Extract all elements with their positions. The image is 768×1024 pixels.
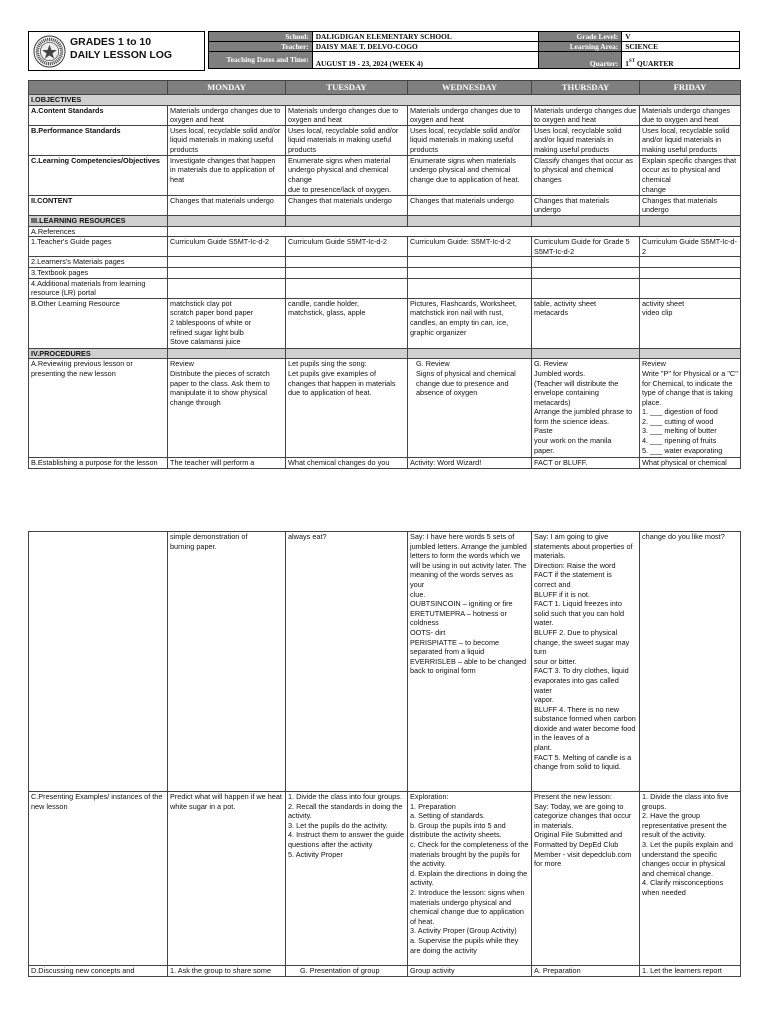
resources-row bbox=[29, 215, 741, 226]
cell-thu: Uses local, recyclable solid and/or liquid materials in making useful products bbox=[532, 125, 640, 155]
section-objectives: I.OBJECTIVES bbox=[29, 95, 741, 106]
school-value: DALIGDIGAN ELEMENTARY SCHOOL bbox=[312, 32, 539, 42]
cell-wed: Exploration: 1. Preparation a. Setting of standards. b. Group the pupils into 5 and distribute the activity sheets. c. Check for the completeness of the materials brought by the pupils for the activity. d. Explain the directions in doing the activity. 2. Introduce the lesson: signs when materials undergo physical and chemical change due to application of heat. 3. Activity Proper (Group Activity) a. Supervise the pupils while they are doing the activity bbox=[408, 792, 532, 966]
cell-fri: 1. Let the learners report bbox=[640, 966, 741, 977]
cell-wed: Changes that materials undergo bbox=[408, 195, 532, 215]
row-label: C.Presenting Examples/ instances of the new lesson bbox=[29, 792, 168, 966]
section-resources: III.LEARNING RESOURCES bbox=[29, 215, 168, 226]
row-label: 1.Teacher's Guide pages bbox=[29, 237, 168, 257]
cell-wed: Curriculum Guide: S5MT-Ic-d-2 bbox=[408, 237, 532, 257]
cell-wed: G. Review Signs of physical and chemical change due to presence and absence of oxygen bbox=[408, 359, 532, 458]
cell-mon: Curriculum Guide S5MT-Ic-d-2 bbox=[168, 237, 286, 257]
row-label: D.Discussing new concepts and bbox=[29, 966, 168, 977]
grades-title: GRADES 1 to 10 bbox=[70, 36, 152, 48]
row-label: II.CONTENT bbox=[29, 195, 168, 215]
teacher-label: Teacher: bbox=[209, 42, 313, 52]
procedures-row bbox=[29, 348, 741, 359]
row-label: B.Performance Standards bbox=[29, 125, 168, 155]
row-label: A.Content Standards bbox=[29, 105, 168, 125]
cell-tue: Enumerate signs when material undergo physical and chemical change due to presence/lack of oxygen. bbox=[286, 155, 408, 195]
purpose-continued-row bbox=[29, 532, 741, 792]
cell-fri: Materials undergo changes due to oxygen and heat bbox=[640, 105, 741, 125]
row-label: B.Other Learning Resource bbox=[29, 298, 168, 348]
day-friday: FRIDAY bbox=[640, 81, 741, 95]
cell-mon: Review Distribute the pieces of scratch paper to the class. Ask them to manipulate it to show physical change through bbox=[168, 359, 286, 458]
row-label: A.References bbox=[29, 226, 168, 237]
objectives-row bbox=[29, 95, 741, 106]
cell-wed: Say: I have here words 5 sets of jumbled letters. Arrange the jumbled letters to form the words which we will be using in out activity later. The meaning of the words serves as your clue. OUBTSINCOIN – igniting or fire ERETUTMEPRA – hotness or coldness OOTS- dirt PERISPIATTE – to become separated from a liquid EVERRISLEB – able to be changed back to original form bbox=[408, 532, 532, 792]
purpose-row bbox=[29, 458, 741, 469]
cell-fri: What physical or chemical bbox=[640, 458, 741, 469]
deped-seal-icon bbox=[33, 35, 66, 68]
cell-fri: Explain specific changes that occur as to physical and chemical change bbox=[640, 155, 741, 195]
day-header-row bbox=[29, 81, 741, 95]
cell-thu: Say: I am going to give statements about properties of materials. Direction: Raise the word FACT if the statement is correct and BLUFF if it is not. FACT 1. Liquid freezes into solid such that you can hold water. BLUFF 2. Due to physical change, the sweet sugar may turn sour or bitter. FACT 3. To dry clothes, liquid evaporates into gas called water vapor. BLUFF 4. There is no new substance formed when carbon dioxide and water become food in the leaves of a plant. FACT 5. Melting of candle is a change from solid to liquid. bbox=[532, 532, 640, 792]
cell-wed: Materials undergo changes due to oxygen and heat bbox=[408, 105, 532, 125]
cell-mon: The teacher will perform a bbox=[168, 458, 286, 469]
quarter-value: 1ST QUARTER bbox=[622, 52, 740, 69]
header bbox=[28, 31, 740, 71]
other-resources-row bbox=[29, 298, 741, 348]
learners-materials-row bbox=[29, 257, 741, 268]
cell-tue: G. Presentation of group bbox=[286, 966, 408, 977]
references-row bbox=[29, 226, 741, 237]
quarter-label: Quarter: bbox=[539, 52, 622, 69]
cell-mon: simple demonstration of burning paper. bbox=[168, 532, 286, 792]
cell-fri: Uses local, recyclable solid and/or liquid materials in making useful products bbox=[640, 125, 741, 155]
cell-mon: Uses local, recyclable solid and/or liquid materials in making useful products bbox=[168, 125, 286, 155]
cell-tue: Let pupils sing the song: Let pupils give examples of changes that happen in materials due to application of heat. bbox=[286, 359, 408, 458]
cell-thu: G. Review Jumbled words. (Teacher will distribute the envelope containing metacards) Arrange the jumbled phrase to form the science ideas. Paste your work on the manila paper. bbox=[532, 359, 640, 458]
cell-thu: A. Preparation bbox=[532, 966, 640, 977]
row-label bbox=[29, 532, 168, 792]
cell-fri: 1. Divide the class into five groups. 2. Have the group representative present the result of the activity. 3. Let the pupils explain and understand the specific changes occur in physical and chemical change. 4. Clarify misconceptions when needed bbox=[640, 792, 741, 966]
cell-fri: change do you like most? bbox=[640, 532, 741, 792]
cell-thu: Changes that materials undergo bbox=[532, 195, 640, 215]
cell-fri: Review Write "P" for Physical or a "C" for Chemical, to indicate the type of change that is taking place. 1. ___ digestion of food 2. ___ cutting of wood 3. ___ melting of butter 4. ___ ripening of fruits 5. ___ water evaporating bbox=[640, 359, 741, 458]
dates-value: AUGUST 19 - 23, 2024 (WEEK 4) bbox=[312, 52, 539, 69]
lesson-grid-page-1 bbox=[28, 80, 741, 469]
discussing-row bbox=[29, 966, 741, 977]
row-label: 3.Textbook pages bbox=[29, 267, 168, 278]
row-label: B.Establishing a purpose for the lesson bbox=[29, 458, 168, 469]
cell-wed: Pictures, Flashcards, Worksheet, matchstick iron nail with rust, candles, an empty tin can, ice, graphic organizer bbox=[408, 298, 532, 348]
row-label: C.Learning Competencies/Objectives bbox=[29, 155, 168, 195]
title-box bbox=[28, 31, 205, 71]
cell-mon: matchstick clay pot scratch paper bond paper 2 tablespoons of white or refined sugar light bulb Stove calamansi juice bbox=[168, 298, 286, 348]
lesson-grid-page-2 bbox=[28, 531, 741, 977]
cell-fri: Changes that materials undergo bbox=[640, 195, 741, 215]
performance-standards-row bbox=[29, 125, 741, 155]
day-wednesday: WEDNESDAY bbox=[408, 81, 532, 95]
cell-tue: 1. Divide the class into four groups. 2. Recall the standards in doing the activity. 3. Let the pupils do the activity. 4. Instruct them to answer the guide questions after the activity 5. Activity Proper bbox=[286, 792, 408, 966]
cell-mon: Investigate changes that happen in materials due to application of heat bbox=[168, 155, 286, 195]
cell-tue: candle, candle holder, matchstick, glass, apple bbox=[286, 298, 408, 348]
corner-cell bbox=[29, 81, 168, 95]
area-label: Learning Area: bbox=[539, 42, 622, 52]
page-2 bbox=[28, 531, 740, 977]
cell-wed: Uses local, recyclable solid and/or liquid materials in making useful products bbox=[408, 125, 532, 155]
cell-tue: Changes that materials undergo bbox=[286, 195, 408, 215]
cell-thu: Curriculum Guide for Grade 5 S5MT-Ic-d-2 bbox=[532, 237, 640, 257]
textbook-row bbox=[29, 267, 741, 278]
cell-thu: Classify changes that occur as to physical and chemical changes bbox=[532, 155, 640, 195]
cell-thu: Present the new lesson: Say: Today, we are going to categorize changes that occur in materials. Original File Submitted and Formatted by DepEd Club Member - visit depedclub.com for more bbox=[532, 792, 640, 966]
cell-fri: activity sheet video clip bbox=[640, 298, 741, 348]
cell-tue: Uses local, recyclable solid and/or liquid materials in making useful products bbox=[286, 125, 408, 155]
day-tuesday: TUESDAY bbox=[286, 81, 408, 95]
review-row bbox=[29, 359, 741, 458]
teacher-value: DAISY MAE T. DELVO-COGO bbox=[312, 42, 539, 52]
presenting-examples-row bbox=[29, 792, 741, 966]
cell-mon: 1. Ask the group to share some bbox=[168, 966, 286, 977]
cell-thu: Materials undergo changes due to oxygen and heat bbox=[532, 105, 640, 125]
area-value: SCIENCE bbox=[622, 42, 740, 52]
cell-tue: Materials undergo changes due to oxygen and heat bbox=[286, 105, 408, 125]
cell-wed: Group activity bbox=[408, 966, 532, 977]
dates-label: Teaching Dates and Time: bbox=[209, 52, 313, 69]
section-procedures: IV.PROCEDURES bbox=[29, 348, 168, 359]
school-label: School: bbox=[209, 32, 313, 42]
grade-label: Grade Level: bbox=[539, 32, 622, 42]
cell-thu: FACT or BLUFF. bbox=[532, 458, 640, 469]
page-1 bbox=[28, 31, 740, 469]
cell-thu: table, activity sheet metacards bbox=[532, 298, 640, 348]
row-label: A.Reviewing previous lesson or presenting the new lesson bbox=[29, 359, 168, 458]
content-row bbox=[29, 195, 741, 215]
info-table bbox=[208, 31, 740, 69]
row-label: 2.Learners's Materials pages bbox=[29, 257, 168, 268]
teachers-guide-row bbox=[29, 237, 741, 257]
cell-mon: Materials undergo changes due to oxygen and heat bbox=[168, 105, 286, 125]
cell-mon: Changes that materials undergo bbox=[168, 195, 286, 215]
day-monday: MONDAY bbox=[168, 81, 286, 95]
content-standards-row bbox=[29, 105, 741, 125]
day-thursday: THURSDAY bbox=[532, 81, 640, 95]
row-label: 4.Additional materials from learning resource (LR) portal bbox=[29, 278, 168, 298]
cell-mon: Predict what will happen if we heat white sugar in a pot. bbox=[168, 792, 286, 966]
cell-tue: always eat? bbox=[286, 532, 408, 792]
cell-wed: Activity: Word Wizard! bbox=[408, 458, 532, 469]
cell-tue: What chemical changes do you bbox=[286, 458, 408, 469]
competencies-row bbox=[29, 155, 741, 195]
dll-title: DAILY LESSON LOG bbox=[70, 49, 173, 61]
lr-portal-row bbox=[29, 278, 741, 298]
cell-fri: Curriculum Guide S5MT-Ic-d-2 bbox=[640, 237, 741, 257]
grade-value: V bbox=[622, 32, 740, 42]
cell-wed: Enumerate signs when materials undergo physical and chemical change due to application of heat. bbox=[408, 155, 532, 195]
cell-tue: Curriculum Guide S5MT-Ic-d-2 bbox=[286, 237, 408, 257]
